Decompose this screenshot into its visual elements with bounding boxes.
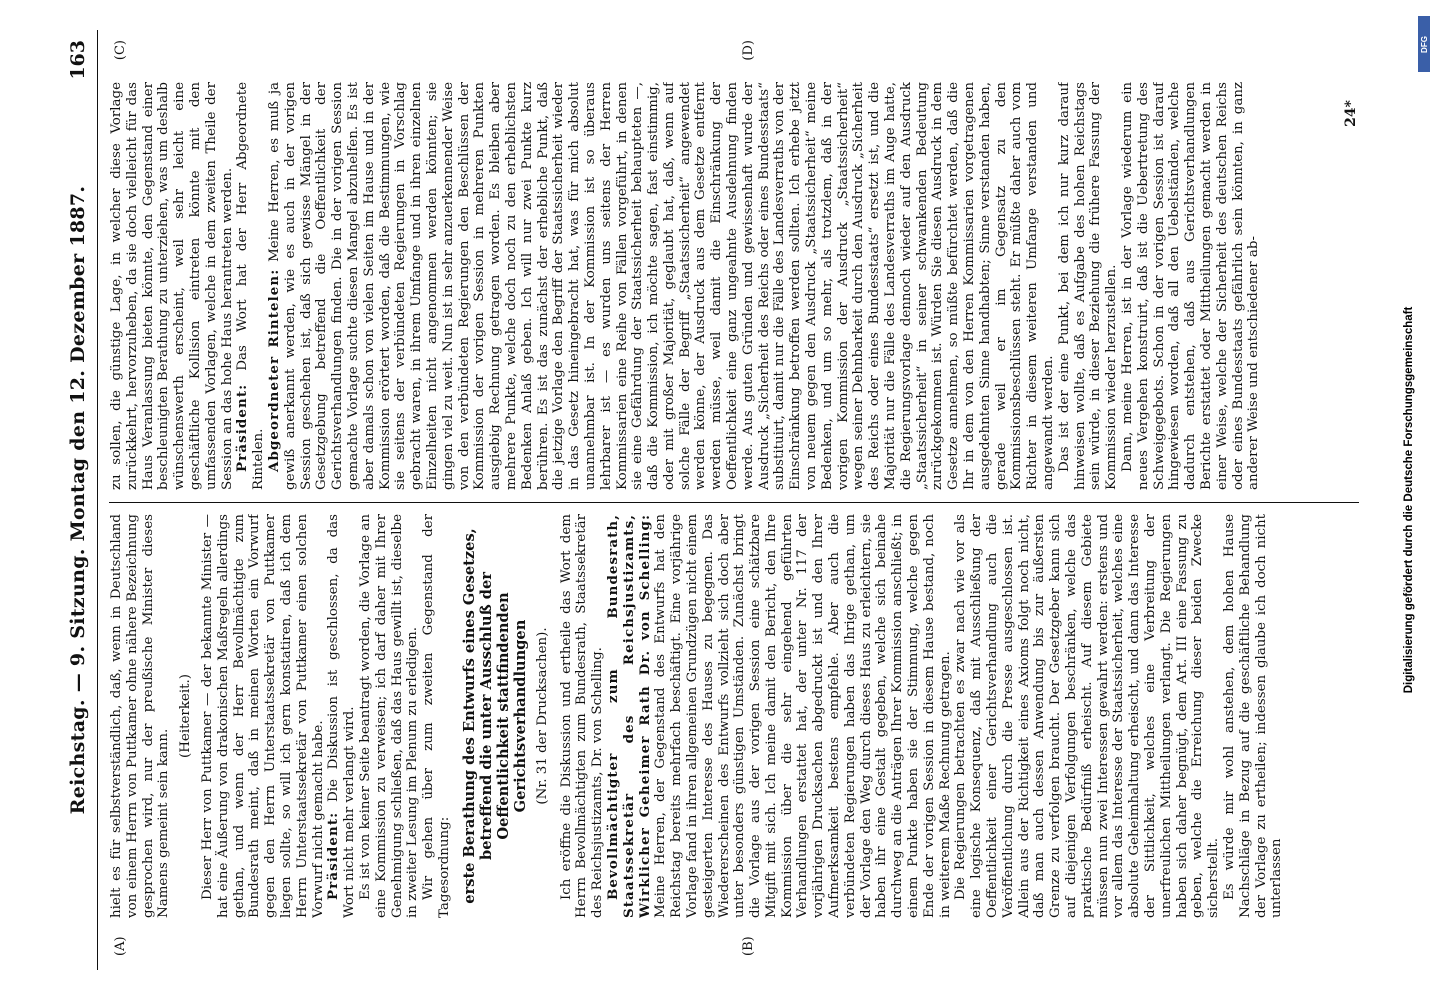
dfg-logo-text: DFG	[1419, 35, 1429, 53]
paragraph	[235, 82, 267, 490]
paragraph: Wir gehen über zum zweiten Gegenstand der Tagesordnung:	[421, 514, 452, 918]
paragraph: zu sollen, die günstige Lage, in welcher diese Vorlage zurückkehrt, hervorzuheben, da sie doch vielleicht für das Haus Veranlassung bieten könnte, den Gegenstand einer beschleunigten Berathung zu unterziehen, was um deshalb wünschenswerth erscheint, weil sehr leicht eine geschäftliche Kollision eintreten könnte mit den umfassenden Vorlagen, welche in dem zweiten Theile der Session an das hohe Haus herantreten werden.	[109, 82, 235, 490]
paragraph: Es würde mir wohl anstehen, dem hohen Hause Nachschläge in Bezug auf die geschäftliche Behandlung der Vorlage zu ertheilen; indessen glaube ich doch nicht unterlassen	[1222, 514, 1285, 918]
paragraph: Dieser Herr von Puttkamer — der bekannte Minister — hat eine Äußerung von drakonischen Maßregeln allerdings gethan, und wenn der Herr Bevollmächtigte zum Bundesrath meint, daß in meinen Worten ein Vorwurf gegen den Herrn Unterstaatssekretär von Puttkamer liegen sollte, so will ich gern konstatiren, daß ich dem Herrn Unterstaatssekretär von Puttkamer einen solchen Vorwurf nicht gemacht habe.	[199, 514, 326, 918]
paragraph	[606, 514, 954, 918]
paragraph: Dann, meine Herren, ist in der Vorlage wiederum ein neues Vergehen konstruirt, daß ist die Uebertretung des Schweigegebots. Schon in der vorigen Session ist darauf hingewiesen worden, daß all den Uebelständen, welche dadurch entstehen, daß aus Gerichtsverhandlungen Berichte erstattet oder Mittheilungen gemacht werden in einer Weise, welche der Sicherheit des deutschen Reichs oder eines Bundesstaats gefährlich sein könnten, in ganz anderer Weise und entschiedener ab-	[1120, 82, 1262, 490]
speaker-name: Bevollmächtigter zum Bundesrath, Staatssekretär des Reichsjustizamts, Wirklicher Geheimer Rath Dr. von Schelling:	[604, 514, 653, 918]
running-head	[61, 30, 98, 970]
agenda-item-title: erste Berathung des Entwurfs eines Gesetzes, betreffend die unter Ausschluß der Oeffentlichkeit stattfindenden Gerichtsverhandlungen	[460, 528, 529, 904]
paragraph	[267, 82, 1057, 490]
newspaper-page	[61, 30, 1371, 970]
page-header-title: Reichstag. — 9. Sitzung. Montag den 12. Dezember 1887.	[67, 185, 89, 815]
speech-text: Die Diskussion ist geschlossen, da das Wort nicht mehr verlangt wird.	[326, 514, 358, 918]
margin-mark-c: (C)	[113, 40, 128, 61]
left-column	[109, 514, 1359, 918]
speaker-name: Abgeordneter Rintelen:	[265, 268, 282, 472]
speaker-name: Präsident:	[325, 811, 342, 900]
column-divider	[109, 502, 1359, 503]
laughter-note: (Heiterkeit.)	[178, 674, 194, 758]
paragraph: Das ist der eine Punkt, bei dem ich nur kurz darauf hinweisen wollte, daß es Aufgabe des hohen Reichstags sein würde, in dieser Beziehung die frühere Fassung der Kommission wieder herzustellen.	[1056, 82, 1120, 490]
agenda-item-reference: (Nr. 31 der Drucksachen).	[534, 627, 550, 805]
page-number: 163	[67, 40, 89, 80]
speech-text: Das Wort hat der Herr Abgeordnete Rintelen.	[235, 82, 267, 490]
digitization-note: Digitalisierung gefördert durch die Deutsche Forschungsgemeinschaft	[1403, 306, 1415, 694]
right-column	[109, 82, 1359, 490]
paragraph	[326, 514, 358, 918]
dfg-logo	[1418, 16, 1430, 72]
margin-mark-d: (D)	[741, 40, 756, 61]
paragraph: Ich eröffne die Diskussion und ertheile das Wort dem Herrn Bevollmächtigten zum Bundesrath, Staatssekretär des Reichsjustizamts, Dr. von Schelling.	[558, 514, 606, 918]
paragraph: Die Regierungen betrachten es zwar nach wie vor als eine logische Konsequenz, daß mit Ausschließung der Oeffentlichkeit einer Gerichtsverhandlung auch die Veröffentlichung durch die Presse ausgeschlossen ist. Allein aus der Richtigkeit eines Axioms folgt noch nicht, daß man auch dessen Anwendung bis zur äußersten Grenze zu verfolgen braucht. Der Gesetzgeber kann sich auf diejenigen Verfolgungen beschränken, welche das praktische Bedürfniß erheischt. Auf diesem Gebiete müssen nun zwei Interessen gewahrt werden: erstens und vor allem das Interesse der Staatssicherheit, welches eine absolute Geheimhaltung erheischt, und dann das Interesse der Sittlichkeit, welches eine Verbreitung der unerfreulichen Mittheilungen verlangt. Die Regierungen haben sich daher begnügt, dem Art. III eine Fassung zu geben, welche die Erreichung dieser beiden Zwecke sicherstellt.	[953, 514, 1222, 918]
speech-text: Meine Herren, der Gegenstand des Entwurfs hat den Reichstag bereits mehrfach beschäftigt. Eine vorjährige Vorlage fand in ihren allgemeinen Grundzügen nicht einem gesteigerten Interesse des Hauses zu begegnen. Das Wiedererscheinen des Entwurfs vollzieht sich doch aber unter besonders günstigen Umständen. Zunächst bringt die Vorlage aus der vorigen Session eine schätzbare Mitgift mit sich. Ich meine damit den Bericht, den Ihre Kommission über die sehr eingehend geführten Verhandlungen erstattet hat, der unter Nr. 117 der vorjährigen Drucksachen abgedruckt ist und den Ihrer Aufmerksamkeit bestens empfehle. Aber auch die verbündeten Regierungen haben das Ihrige gethan, um der Vorlage den Weg durch dieses Haus zu erleichtern, sie haben ihr eine Gestalt gegeben, welche sich beinahe durchweg an die Anträgen Ihrer Kommission anschließt; in einem Punkte haben sie der Stimmung, welche gegen Ende der vorigen Session in diesem Hause bestand, noch in weiterem Maße Rechnung getragen.	[653, 514, 953, 918]
speech-text: Meine Herren, es muß ja gewiß anerkannt werden, wie es auch in der vorigen Session geschehen ist, daß sich gewisse Mängel in der Gesetzgebung betreffend die Oeffentlichkeit der Gerichtsverhandlungen finden. Die in der vorigen Session gemachte Vorlage suchte diesen Mangel abzuhelfen. Es ist aber damals schon von vielen Seiten im Hause und in der Kommission erörtert worden, daß die Bestimmungen, wie sie seitens der verbündeten Regierungen in Vorschlag gebracht waren, in ihrem Umfange und in ihren einzelnen Einzelheiten nicht angenommen werden könnten; sie gingen viel zu weit. Nun ist in sehr anzuerkennender Weise von den verbündeten Regierungen den Beschlüssen der Kommission der vorigen Session in mehreren Punkten ausgiebig Rechnung getragen worden. Es bleiben aber mehrere Punkte, welche doch noch zu den erheblichsten Bedenken Anlaß geben. Ich will nur zwei Punkte kurz berühren. Es ist das zunächst der erhebliche Punkt, daß die jetzige Vorlage den Begriff der Staatssicherheit wieder in das Gesetz hineingebracht hat, was für mich absolut unannehmbar ist. In der Kommission ist so überaus lehrbarer ist — es wurden uns seitens der Herren Kommissarien eine Reihe von Fällen vorgeführt, in denen sie eine Gefährdung der Staatssicherheit behaupteten —, daß die Kommission, ich möchte sagen, fast einstimmig, oder mit großer Majorität, geglaubt hat, daß, wenn auf solche Fälle der Begriff „Staatssicherheit“ angewendet werden könne, der Ausdruck aus dem Gesetze entfernt werden müsse, weil damit die Einschränkung der Oeffentlichkeit eine ganz ungeahnte Ausdehnung finden werde. Aus guten Gründen und gewissenhaft wurde der Ausdruck „Sicherheit des Reichs oder eines Bundesstaats“ substituirt, damit nur die Fälle des Landesverraths von der Einschränkung betroffen werden sollten. Ich erhebe jetzt von neuem gegen den Ausdruck „Staatssicherheit“ meine Bedenken, und um so mehr, als trotzdem, daß in der vorigen Kommission der Ausdruck „Staatssicherheit“ wegen seiner Dehnbarkeit durch den Ausdruck „Sicherheit des Reichs oder eines Bundesstaats“ ersetzt ist, und die Majorität nur die Fälle des Landesverraths im Auge hatte, die Regierungsvorlage dennoch wieder auf den Ausdruck „Staatssicherheit“ in seiner schwankenden Bedeutung zurückgekommen ist. Würden Sie diesen Ausdruck in dem Gesetze annehmen, so müßte befürchtet werden, daß die Ihr in dem von den Herren Kommissarien vorgetragenen ausgedehnten Sinne handhabten; Sinne verstanden haben, gerade weil er im Gegensatz zu den Kommissionsbeschlüssen steht. Er müßte daher auch vom Richter in diesem weiteren Umfange verstanden und angewandt werden.	[266, 82, 1057, 490]
sheet-signature: 24*	[1343, 100, 1359, 127]
margin-mark-b: (B)	[741, 936, 756, 956]
speaker-name: Präsident:	[234, 383, 251, 472]
margin-mark-a: (A)	[113, 936, 128, 956]
paragraph: hielt es für selbstverständlich, daß, wenn in Deutschland von einem Herrn von Puttkamer ohne nähere Bezeichnung gesprochen wird, nur der preußische Minister dieses Namens gemeint sein kann.	[109, 514, 172, 918]
paragraph: Es ist von keiner Seite beantragt worden, die Vorlage an eine Kommission zu verweisen; ich darf daher mit Ihrer Genehmigung schließen, daß das Haus gewillt ist, dieselbe in zweiter Lesung im Plenum zu erledigen.	[357, 514, 421, 918]
